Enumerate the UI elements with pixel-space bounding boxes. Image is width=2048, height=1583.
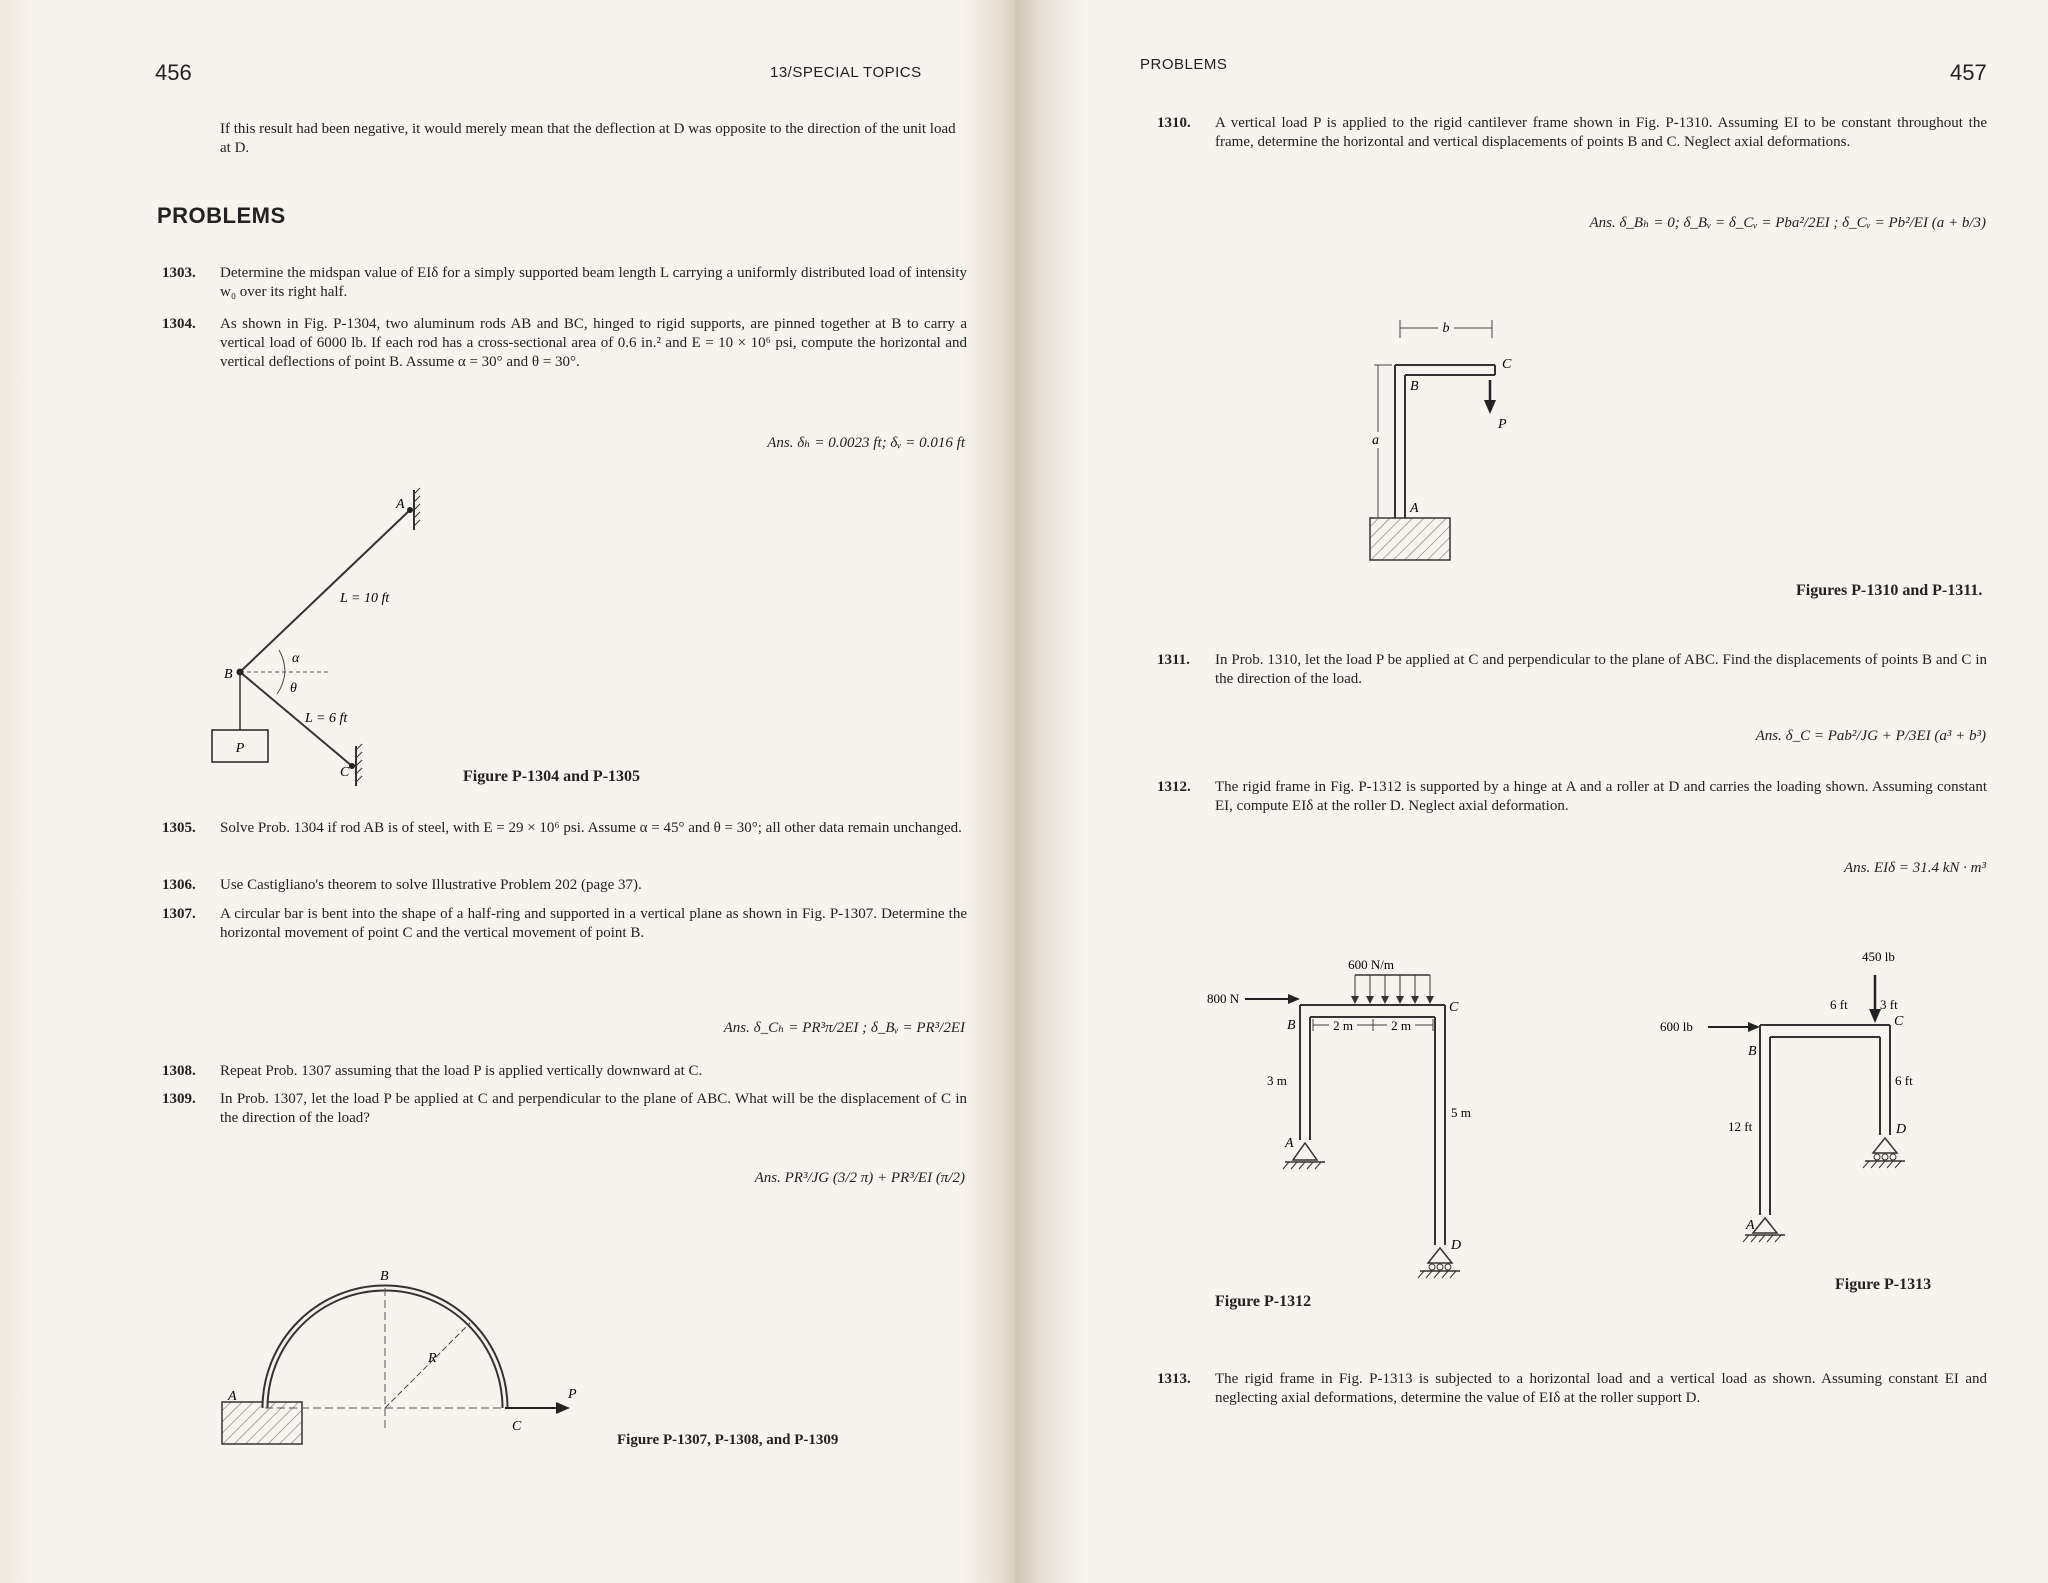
intro-paragraph: If this result had been negative, it would merely mean that the deflection at D was opposite to the direction of the unit load at D. (220, 121, 956, 156)
label-d: D (1451, 1238, 1462, 1253)
label-h-load: 800 N (1207, 991, 1240, 1006)
label-v-load: 450 lb (1862, 949, 1895, 964)
problem-text: A circular bar is bent into the shape of a half-ring and supported in a vertical plane as shown in Fig. P-1307. Determine the horizontal movement of point C and the vertical movement of point B. (220, 906, 967, 941)
running-head: 13/SPECIAL TOPICS (770, 64, 922, 81)
problem-1311 (1157, 651, 1987, 689)
problem-1305 (162, 819, 967, 838)
figure-p1313 (1640, 945, 2000, 1285)
label-r: R (428, 1351, 437, 1366)
problem-text: Determine the midspan value of EIδ for a simply supported beam length L carrying a uniformly distributed load of intensity w₀ over its right half. (220, 265, 967, 300)
label-dim2: 2 m (1391, 1018, 1411, 1033)
label-dist-load: 600 N/m (1348, 957, 1394, 972)
label-dim1: 2 m (1333, 1018, 1353, 1033)
problem-1307 (162, 905, 967, 943)
figure-p1312 (1205, 955, 1565, 1305)
figure-caption-1307: Figure P-1307, P-1308, and P-1309 (617, 1432, 839, 1448)
label-c: C (340, 765, 350, 780)
answer-1312: Ans. EIδ = 31.4 kN · m³ (1844, 860, 1986, 876)
figure-caption-1304: Figure P-1304 and P-1305 (463, 768, 641, 785)
label-h-right: 6 ft (1895, 1073, 1913, 1088)
label-a: A (1285, 1136, 1294, 1151)
label-l1: L = 10 ft (340, 591, 390, 606)
figure-p1304 (200, 480, 440, 790)
answer-1307: Ans. δ_Cₕ = PR³π/2EI ; δ_Bᵥ = PR³/2EI (723, 1020, 965, 1036)
problem-number: 1309. (162, 1091, 196, 1107)
label-h-left: 3 m (1267, 1073, 1287, 1088)
problem-1312 (1157, 778, 1987, 816)
figure-caption-1312: Figure P-1312 (1215, 1293, 1312, 1310)
figure-caption-1310: Figures P-1310 and P-1311. (1796, 582, 1983, 599)
problem-1309 (162, 1090, 967, 1128)
label-p: P (1498, 417, 1507, 432)
label-p: P (235, 741, 245, 756)
problem-number: 1312. (1157, 779, 1191, 795)
answer-1304: Ans. δₕ = 0.0023 ft; δᵥ = 0.016 ft (767, 435, 965, 451)
figure-p1310 (1360, 310, 1600, 570)
label-dim1: 6 ft (1830, 997, 1848, 1012)
problem-1303 (162, 264, 967, 302)
label-b: B (1410, 379, 1419, 394)
problem-text: The rigid frame in Fig. P-1313 is subjected to a horizontal load and a vertical load as shown. Assuming constant EI and neglecting axial deformations, determine the value of EIδ at the roller support D. (1215, 1371, 1987, 1406)
problem-1308 (162, 1062, 967, 1081)
problem-text: Repeat Prob. 1307 assuming that the load P is applied vertically downward at C. (220, 1063, 703, 1079)
label-b: B (1287, 1018, 1296, 1033)
label-c: C (1894, 1014, 1904, 1029)
label-p: P (568, 1387, 577, 1402)
label-l2: L = 6 ft (305, 711, 348, 726)
label-a: A (228, 1389, 237, 1404)
label-b: B (1748, 1044, 1757, 1059)
label-c: C (1502, 357, 1512, 372)
label-c: C (1449, 1000, 1459, 1015)
problem-text: The rigid frame in Fig. P-1312 is supported by a hinge at A and a roller at D and carries the loading shown. Assuming constant EI, compute EIδ at the roller D. Neglect axial deformation. (1215, 779, 1987, 814)
label-b: B (380, 1269, 389, 1284)
problem-number: 1305. (162, 820, 196, 836)
label-b-dim: b (1442, 321, 1450, 336)
problem-1313 (1157, 1370, 1987, 1408)
label-b: B (224, 667, 233, 682)
answer-1311: Ans. δ_C = Pab²/JG + P/3EI (a³ + b³) (1755, 728, 1986, 744)
label-c: C (512, 1419, 522, 1434)
problem-text: A vertical load P is applied to the rigid cantilever frame shown in Fig. P-1310. Assuming EI to be constant throughout the frame, determine the horizontal and vertical displacements of points B and C. Neglect axial deformations. (1215, 115, 1987, 150)
label-alpha: α (292, 651, 300, 666)
section-heading: PROBLEMS (157, 203, 286, 228)
problem-number: 1306. (162, 877, 196, 893)
fixed-support (1370, 518, 1450, 560)
problem-text: Solve Prob. 1304 if rod AB is of steel, with E = 29 × 10⁶ psi. Assume α = 45° and θ = 30°; all other data remain unchanged. (220, 820, 962, 836)
problem-text: Use Castigliano's theorem to solve Illustrative Problem 202 (page 37). (220, 877, 642, 893)
label-d: D (1896, 1122, 1907, 1137)
label-theta: θ (290, 681, 297, 696)
label-a: A (1746, 1218, 1755, 1233)
problem-text: As shown in Fig. P-1304, two aluminum rods AB and BC, hinged to rigid supports, are pinned together at B to carry a vertical load of 6000 lb. If each rod has a cross-sectional area of 0.6 in.² and E = 10 × 10⁶ psi, compute the horizontal and vertical deflections of point B. Assume α = 30° and θ = 30°. (220, 316, 967, 370)
problem-number: 1308. (162, 1063, 196, 1079)
page-number: 456 (155, 60, 192, 85)
problem-number: 1303. (162, 265, 196, 281)
answer-1310: Ans. δ_Bₕ = 0; δ_Bᵥ = δ_Cᵥ = Pba²/2EI ; δ_Cᵥ = Pb²/EI (a + b/3) (1589, 215, 1986, 231)
hinge-a (1753, 1218, 1777, 1233)
problem-text: In Prob. 1307, let the load P be applied at C and perpendicular to the plane of ABC. What will be the displacement of C in the direction of the load? (220, 1091, 967, 1126)
problem-number: 1304. (162, 316, 196, 332)
hinge-a (1293, 1143, 1317, 1160)
problem-number: 1310. (1157, 115, 1191, 131)
running-head: PROBLEMS (1140, 56, 1228, 73)
problem-number: 1313. (1157, 1371, 1191, 1387)
label-h-load: 600 lb (1660, 1019, 1693, 1034)
label-dim2: 3 ft (1880, 997, 1898, 1012)
problem-1304 (162, 315, 967, 372)
roller-d (1873, 1138, 1897, 1153)
label-a: A (396, 497, 405, 512)
problem-number: 1311. (1157, 652, 1190, 668)
figure-caption-1313: Figure P-1313 (1835, 1276, 1932, 1293)
answer-1309: Ans. PR³/JG (3/2 π) + PR³/EI (π/2) (754, 1170, 965, 1186)
page-number: 457 (1950, 60, 1987, 85)
label-h-left: 12 ft (1728, 1119, 1753, 1134)
problem-1306 (162, 876, 967, 895)
label-a-dim: a (1372, 433, 1379, 448)
right-page (1015, 0, 2048, 1583)
problem-1310 (1157, 114, 1987, 152)
label-h-right: 5 m (1451, 1105, 1471, 1120)
problem-number: 1307. (162, 906, 196, 922)
problem-text: In Prob. 1310, let the load P be applied at C and perpendicular to the plane of ABC. Find the displacements of points B and C in the direction of the load. (1215, 652, 1987, 687)
label-a: A (1410, 501, 1419, 516)
left-page (0, 0, 1015, 1583)
roller-d (1428, 1248, 1452, 1263)
figure-p1307 (210, 1230, 610, 1460)
